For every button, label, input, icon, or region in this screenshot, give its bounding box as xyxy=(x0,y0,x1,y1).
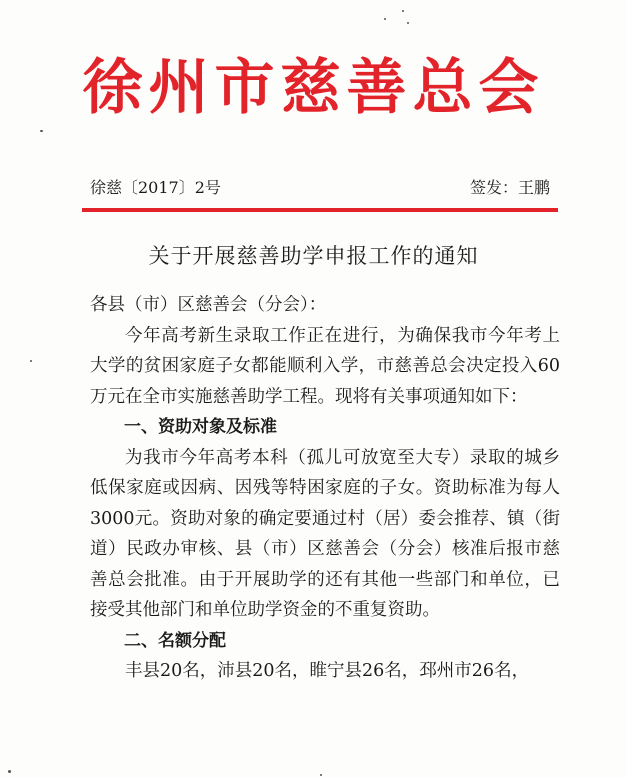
section-heading-2: 二、名额分配 xyxy=(124,630,226,651)
scan-speck xyxy=(40,130,43,132)
signer-line: 签发：王鹏 xyxy=(469,178,550,197)
organization-header: 徐州市慈善总会 xyxy=(82,53,545,123)
section-heading-1: 一、资助对象及标准 xyxy=(124,417,277,437)
scan-speck xyxy=(407,22,409,24)
section-2-paragraph: 丰县20名，沛县20名，睢宁县26名，邳州市26名， xyxy=(125,661,530,681)
scan-speck xyxy=(320,774,322,776)
scan-speck xyxy=(384,18,386,20)
scan-speck xyxy=(8,770,11,773)
scan-speck xyxy=(402,10,404,12)
section-1-paragraph: 为我市今年高考本科（孤儿可放宽至大专）录取的城乡低保家庭或因病、因残等特困家庭的子女。资助标准为每人3000元。资助对象的确定要通过村（居）委会推荐、镇（街道）民政办审核、县（市）区慈善会（分会）核准后报市慈善总会批准。由于开展助学的还有其他一些部门和单位，已接受其他部门和单位助学资金的不重复资助。 xyxy=(90,447,560,620)
document-meta-row xyxy=(90,176,550,200)
recipient-line: 各县（市）区慈善会（分会）： xyxy=(90,295,327,315)
scan-speck xyxy=(30,360,32,362)
document-number: 徐慈〔2017〕2号 xyxy=(90,178,221,197)
intro-paragraph: 今年高考新生录取工作正在进行，为确保我市今年考上大学的贫困家庭子女都能顺利入学，市慈善总会决定投入60万元在全市实施慈善助学工程。现将有关事项通知如下： xyxy=(90,325,560,407)
notice-title: 关于开展慈善助学申报工作的通知 xyxy=(148,244,479,268)
red-header-rule xyxy=(82,208,558,212)
notice-body xyxy=(90,290,560,687)
